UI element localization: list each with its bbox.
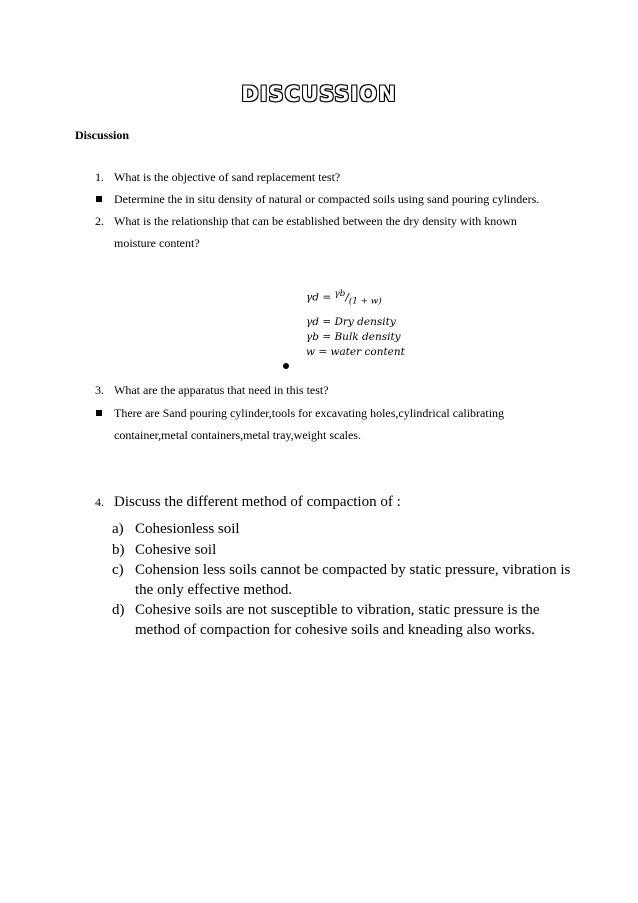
section-subheading: Discussion — [75, 128, 130, 142]
question-number: 2. — [95, 214, 104, 228]
question-number: 1. — [95, 170, 104, 184]
formula-def-bulk: γb = Bulk density — [306, 330, 401, 343]
round-bullet-icon — [283, 363, 289, 369]
formula-main-line — [306, 287, 416, 310]
formula-denominator: (1 + w) — [348, 296, 382, 307]
item-text: Cohesive soil — [135, 542, 217, 558]
question-text: What is the objective of sand replacement test? — [114, 170, 341, 184]
answer-text: There are Sand pouring cylinder,tools for excavating holes,cylindrical calibrating container,metal containers,metal tray,weight scales. — [114, 406, 505, 442]
formula-def-water: w = water content — [306, 345, 405, 358]
item-letter: d) — [112, 602, 125, 618]
question-text: Discuss the different method of compaction of : — [114, 494, 401, 510]
question-number: 3. — [95, 383, 104, 397]
formula-numerator: γb — [334, 289, 346, 299]
question-number: 4. — [95, 495, 104, 509]
dry-density-formula — [306, 287, 416, 360]
square-bullet-icon — [96, 196, 102, 202]
item-letter: a) — [112, 521, 124, 537]
question-text: What are the apparatus that need in this test? — [114, 383, 329, 397]
item-letter: b) — [112, 542, 125, 558]
page-title: DISCUSSION — [241, 82, 397, 106]
formula-fraction: $^{\gamma b}/_{(1 + w)}$ — [334, 289, 382, 307]
item-text: Cohension less soils cannot be compacted by static pressure, vibration is the only effective method. — [135, 562, 571, 598]
question-text: What is the relationship that can be established between the dry density with known moisture content? — [114, 214, 517, 250]
formula-def-dry: γd = Dry density — [306, 315, 396, 328]
formula-lhs: γd = — [306, 291, 332, 304]
square-bullet-icon — [96, 410, 102, 416]
item-letter: c) — [112, 562, 124, 578]
item-text: Cohesionless soil — [135, 521, 240, 537]
item-text: Cohesive soils are not susceptible to vibration, static pressure is the method of compaction for cohesive soils and kneading also works. — [135, 602, 540, 638]
answer-text: Determine the in situ density of natural or compacted soils using sand pouring cylinders. — [114, 192, 540, 206]
